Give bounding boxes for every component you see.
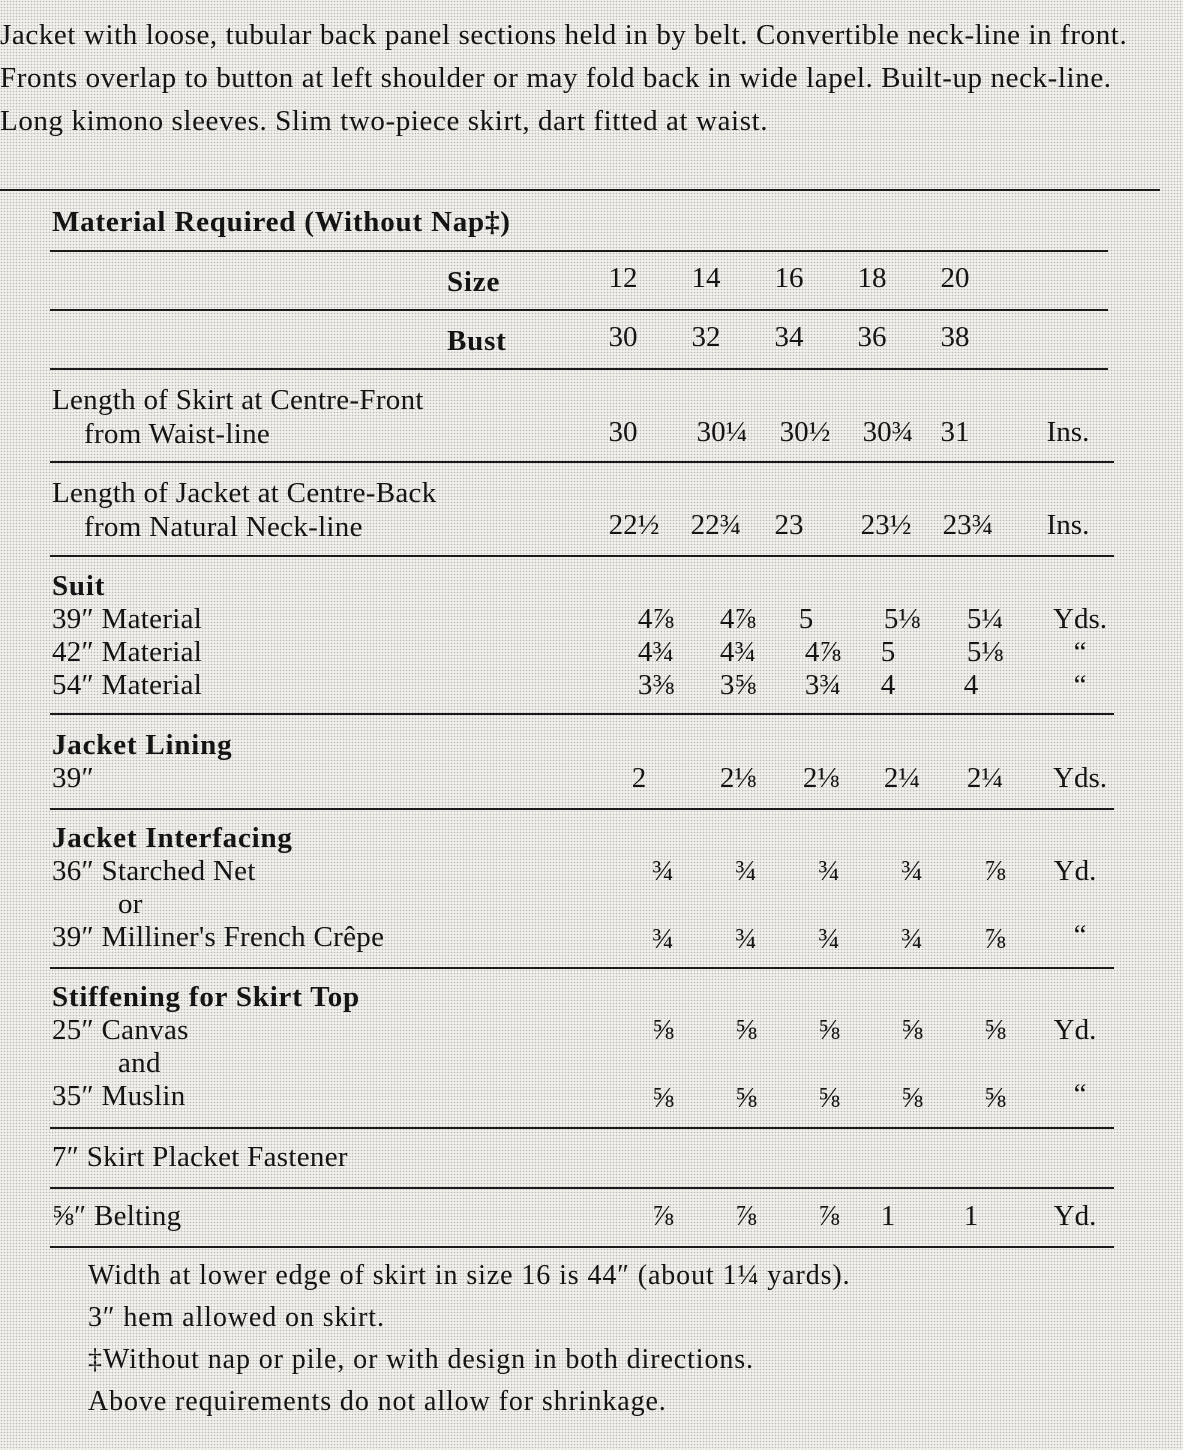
lining-value: 2⅛ xyxy=(719,762,757,794)
belting-label: ⅝″ Belting xyxy=(52,1200,182,1232)
interfacing-value: ¾ xyxy=(901,855,923,887)
divider xyxy=(50,250,1108,252)
skirt-length-value: 30 xyxy=(608,416,638,448)
stiffening-value: ⅝ xyxy=(984,1014,1006,1046)
note-line: Width at lower edge of skirt in size 16 is 44″ (about 1¼ yards). xyxy=(88,1260,851,1291)
divider xyxy=(50,309,1108,311)
suit-value: 4 xyxy=(963,669,979,701)
divider xyxy=(50,555,1114,557)
suit-value: 4¾ xyxy=(637,636,675,668)
suit-row-label: 54″ Material xyxy=(52,669,203,701)
jacket-length-value: 23 xyxy=(774,509,804,541)
stiffening-heading: Stiffening for Skirt Top xyxy=(52,981,360,1013)
top-divider xyxy=(0,189,1160,191)
skirt-length-label: Length of Skirt at Centre-Front xyxy=(52,384,424,416)
divider xyxy=(50,1187,1114,1189)
jacket-length-label: Length of Jacket at Centre-Back xyxy=(52,477,437,509)
belting-value: ⅞ xyxy=(652,1200,674,1232)
suit-value: 3⅝ xyxy=(719,669,757,701)
unit-label: Yd. xyxy=(1053,855,1097,887)
unit-label: “ xyxy=(1073,1078,1087,1110)
stiffening-value: ⅝ xyxy=(652,1014,674,1046)
suit-heading: Suit xyxy=(52,570,106,602)
divider xyxy=(50,1246,1114,1248)
stiffening-value: ⅝ xyxy=(735,1014,757,1046)
belting-value: ⅞ xyxy=(818,1200,840,1232)
suit-value: 5 xyxy=(798,603,814,635)
note-line: Above requirements do not allow for shrinkage. xyxy=(88,1386,667,1417)
interfacing-value: ¾ xyxy=(818,923,840,955)
unit-label: “ xyxy=(1073,636,1087,668)
note-line: 3″ hem allowed on skirt. xyxy=(88,1302,385,1333)
unit-label: Ins. xyxy=(1046,509,1090,541)
jacket-length-value: 22½ xyxy=(608,509,660,541)
stiffening-value: ⅝ xyxy=(652,1082,674,1114)
skirt-length-value: 30¼ xyxy=(696,416,748,448)
unit-label: “ xyxy=(1073,919,1087,951)
stiffening-value: ⅝ xyxy=(735,1082,757,1114)
jacket-length-value: 23½ xyxy=(860,509,912,541)
skirt-length-label: from Waist-line xyxy=(84,418,271,450)
bust-value: 32 xyxy=(691,321,721,353)
connector-text: or xyxy=(118,888,143,920)
interfacing-value: ⅞ xyxy=(984,923,1006,955)
interfacing-value: ¾ xyxy=(818,855,840,887)
suit-row-label: 39″ Material xyxy=(52,603,203,635)
stiffening-row-label: 25″ Canvas xyxy=(52,1014,189,1046)
unit-label: Yd. xyxy=(1053,1014,1097,1046)
unit-label: Ins. xyxy=(1046,416,1090,448)
bust-value: 38 xyxy=(940,321,970,353)
divider xyxy=(50,1127,1114,1129)
interfacing-value: ¾ xyxy=(652,855,674,887)
size-value: 12 xyxy=(608,262,638,294)
skirt-length-value: 30¾ xyxy=(862,416,914,448)
suit-value: 3⅜ xyxy=(637,669,675,701)
jacket-length-value: 22¾ xyxy=(690,509,742,541)
suit-value: 5⅛ xyxy=(883,603,921,635)
jacket-length-value: 23¾ xyxy=(942,509,994,541)
size-label: Size xyxy=(447,266,501,298)
stiffening-value: ⅝ xyxy=(984,1082,1006,1114)
interfacing-row-label: 36″ Starched Net xyxy=(52,855,256,887)
stiffening-value: ⅝ xyxy=(901,1082,923,1114)
suit-value: 5 xyxy=(880,636,896,668)
suit-value: 4⅞ xyxy=(804,636,842,668)
stiffening-value: ⅝ xyxy=(818,1014,840,1046)
interfacing-value: ⅞ xyxy=(984,855,1006,887)
divider xyxy=(50,713,1114,715)
interfacing-row-label: 39″ Milliner's French Crêpe xyxy=(52,921,385,953)
lining-value: 2¼ xyxy=(966,762,1004,794)
divider xyxy=(50,368,1108,370)
skirt-length-value: 30½ xyxy=(779,416,831,448)
interfacing-value: ¾ xyxy=(652,923,674,955)
suit-value: 5¼ xyxy=(966,603,1004,635)
suit-value: 4 xyxy=(880,669,896,701)
suit-value: 4¾ xyxy=(719,636,757,668)
lining-row-label: 39″ xyxy=(52,762,94,794)
fastener-label: 7″ Skirt Placket Fastener xyxy=(52,1141,348,1173)
suit-value: 5⅛ xyxy=(966,636,1004,668)
table-title: Material Required (Without Nap‡) xyxy=(52,206,511,238)
suit-value: 3¾ xyxy=(804,669,842,701)
suit-row-label: 42″ Material xyxy=(52,636,203,668)
stiffening-value: ⅝ xyxy=(901,1014,923,1046)
skirt-length-value: 31 xyxy=(940,416,970,448)
bust-value: 30 xyxy=(608,321,638,353)
unit-label: “ xyxy=(1073,669,1087,701)
size-value: 16 xyxy=(774,262,804,294)
size-value: 18 xyxy=(857,262,887,294)
interfacing-value: ¾ xyxy=(901,923,923,955)
lining-heading: Jacket Lining xyxy=(52,729,233,761)
divider xyxy=(50,461,1114,463)
jacket-length-label: from Natural Neck-line xyxy=(84,511,363,543)
unit-label: Yd. xyxy=(1053,1200,1097,1232)
interfacing-value: ¾ xyxy=(735,855,757,887)
pattern-description: Jacket with loose, tubular back panel sections held in by belt. Convertible neck-line in front. Fronts overlap to button at left shoulder or may fold back in wide lapel. Built-up neck-line. Long kimono sleeves. Slim two-piece skirt, dart fitted at waist. xyxy=(0,19,1128,137)
size-value: 14 xyxy=(691,262,721,294)
suit-value: 4⅞ xyxy=(719,603,757,635)
bust-value: 34 xyxy=(774,321,804,353)
size-value: 20 xyxy=(940,262,970,294)
interfacing-value: ¾ xyxy=(735,923,757,955)
note-line: ‡Without nap or pile, or with design in both directions. xyxy=(88,1344,754,1375)
bust-value: 36 xyxy=(857,321,887,353)
belting-value: ⅞ xyxy=(735,1200,757,1232)
divider xyxy=(50,967,1114,969)
belting-value: 1 xyxy=(963,1200,979,1232)
divider xyxy=(50,808,1114,810)
lining-value: 2¼ xyxy=(883,762,921,794)
lining-value: 2 xyxy=(631,762,647,794)
unit-label: Yds. xyxy=(1053,762,1107,794)
suit-value: 4⅞ xyxy=(637,603,675,635)
bust-label: Bust xyxy=(447,325,507,357)
stiffening-value: ⅝ xyxy=(818,1082,840,1114)
unit-label: Yds. xyxy=(1053,603,1107,635)
belting-value: 1 xyxy=(880,1200,896,1232)
lining-value: 2⅛ xyxy=(802,762,840,794)
interfacing-heading: Jacket Interfacing xyxy=(52,822,293,854)
connector-text: and xyxy=(118,1047,161,1079)
stiffening-row-label: 35″ Muslin xyxy=(52,1080,186,1112)
